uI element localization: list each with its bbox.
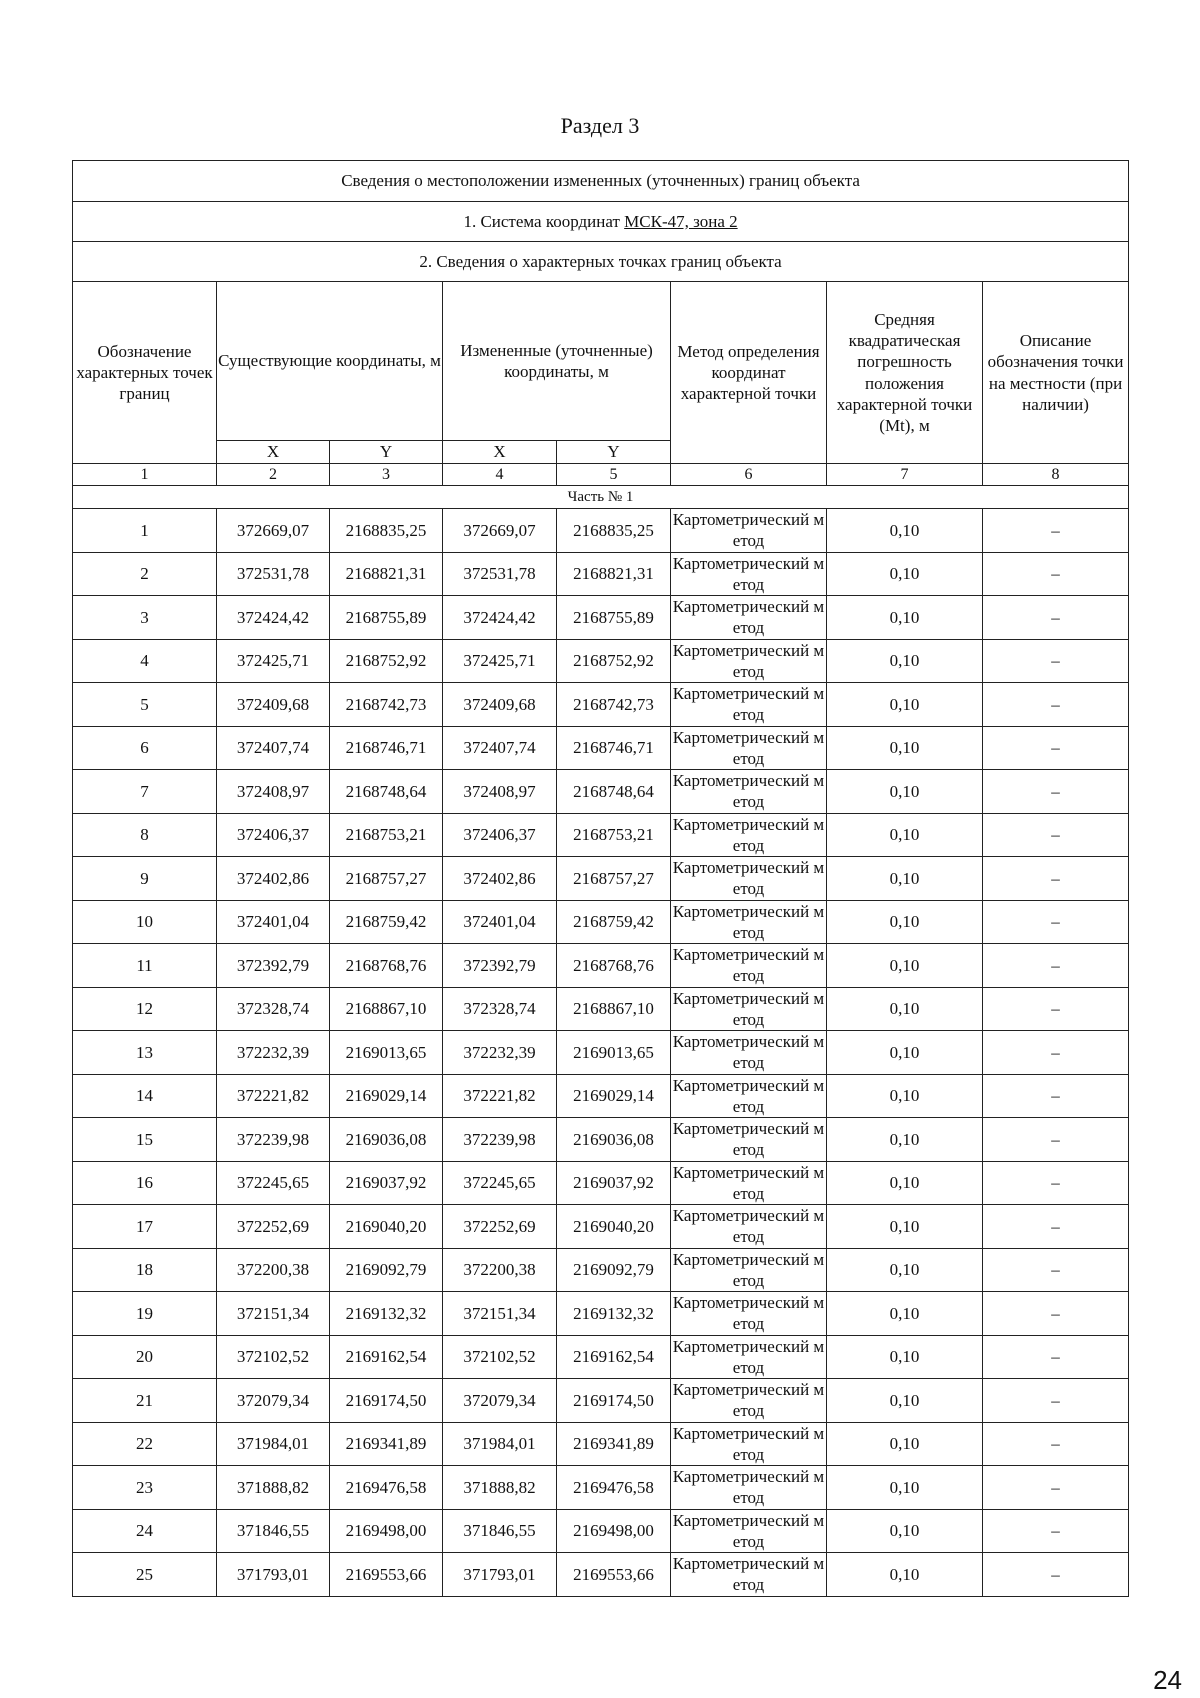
point-number-cell: 24 xyxy=(73,1509,217,1553)
existing-y-cell: 2168757,27 xyxy=(330,857,443,901)
point-number-cell: 8 xyxy=(73,813,217,857)
changed-y-cell: 2168742,73 xyxy=(557,683,671,727)
method-cell: Картометрический метод xyxy=(671,813,827,857)
existing-x-cell: 372239,98 xyxy=(217,1118,330,1162)
changed-x-cell: 372232,39 xyxy=(443,1031,557,1075)
point-number-cell: 25 xyxy=(73,1553,217,1597)
table-row xyxy=(73,509,1129,553)
mean-error-cell: 0,10 xyxy=(827,857,983,901)
coord-system-prefix: 1. Система координат xyxy=(463,211,625,231)
changed-y-cell: 2169013,65 xyxy=(557,1031,671,1075)
description-cell: – xyxy=(983,1248,1129,1292)
description-cell: – xyxy=(983,683,1129,727)
method-cell: Картометрический метод xyxy=(671,1553,827,1597)
mean-error-cell: 0,10 xyxy=(827,1509,983,1553)
table-row xyxy=(73,1074,1129,1118)
description-cell: – xyxy=(983,1205,1129,1249)
description-cell: – xyxy=(983,900,1129,944)
method-cell: Картометрический метод xyxy=(671,1205,827,1249)
mean-error-cell: 0,10 xyxy=(827,987,983,1031)
table-row xyxy=(73,1379,1129,1423)
mean-error-cell: 0,10 xyxy=(827,900,983,944)
table-row xyxy=(73,813,1129,857)
existing-y-cell: 2169036,08 xyxy=(330,1118,443,1162)
existing-x-cell: 371793,01 xyxy=(217,1553,330,1597)
description-cell: – xyxy=(983,1553,1129,1597)
method-cell: Картометрический метод xyxy=(671,900,827,944)
table-row xyxy=(73,1205,1129,1249)
existing-y-cell: 2168748,64 xyxy=(330,770,443,814)
existing-x-cell: 372328,74 xyxy=(217,987,330,1031)
existing-x-cell: 372245,65 xyxy=(217,1161,330,1205)
table-row xyxy=(73,639,1129,683)
table-row xyxy=(73,683,1129,727)
existing-y-cell: 2169553,66 xyxy=(330,1553,443,1597)
description-cell: – xyxy=(983,1031,1129,1075)
mean-error-cell: 0,10 xyxy=(827,1466,983,1510)
method-cell: Картометрический метод xyxy=(671,596,827,640)
changed-y-cell: 2169553,66 xyxy=(557,1553,671,1597)
header-description: Описание обозначения точки на местности (при наличии) xyxy=(983,282,1129,464)
existing-y-cell: 2168755,89 xyxy=(330,596,443,640)
part-label: Часть № 1 xyxy=(73,486,1129,509)
changed-y-cell: 2168759,42 xyxy=(557,900,671,944)
mean-error-cell: 0,10 xyxy=(827,1292,983,1336)
existing-y-cell: 2169174,50 xyxy=(330,1379,443,1423)
method-cell: Картометрический метод xyxy=(671,944,827,988)
mean-error-cell: 0,10 xyxy=(827,1074,983,1118)
mean-error-cell: 0,10 xyxy=(827,552,983,596)
changed-x-cell: 372221,82 xyxy=(443,1074,557,1118)
existing-x-cell: 372669,07 xyxy=(217,509,330,553)
changed-x-cell: 372252,69 xyxy=(443,1205,557,1249)
existing-y-cell: 2169013,65 xyxy=(330,1031,443,1075)
existing-x-cell: 372401,04 xyxy=(217,900,330,944)
description-cell: – xyxy=(983,509,1129,553)
existing-y-cell: 2169029,14 xyxy=(330,1074,443,1118)
point-number-cell: 7 xyxy=(73,770,217,814)
method-cell: Картометрический метод xyxy=(671,1248,827,1292)
method-cell: Картометрический метод xyxy=(671,552,827,596)
description-cell: – xyxy=(983,1161,1129,1205)
existing-y-cell: 2169132,32 xyxy=(330,1292,443,1336)
mean-error-cell: 0,10 xyxy=(827,1161,983,1205)
header-changed-coords: Измененные (уточненные) координаты, м xyxy=(443,282,671,441)
method-cell: Картометрический метод xyxy=(671,857,827,901)
changed-y-cell: 2168867,10 xyxy=(557,987,671,1031)
changed-x-cell: 372406,37 xyxy=(443,813,557,857)
column-number: 7 xyxy=(827,464,983,486)
changed-y-cell: 2168757,27 xyxy=(557,857,671,901)
mean-error-cell: 0,10 xyxy=(827,770,983,814)
mean-error-cell: 0,10 xyxy=(827,813,983,857)
header-point-designation: Обозначение характерных точек границ xyxy=(73,282,217,464)
column-number: 5 xyxy=(557,464,671,486)
changed-x-cell: 372669,07 xyxy=(443,509,557,553)
description-cell: – xyxy=(983,1379,1129,1423)
changed-x-cell: 372402,86 xyxy=(443,857,557,901)
changed-x-cell: 372151,34 xyxy=(443,1292,557,1336)
changed-y-cell: 2169174,50 xyxy=(557,1379,671,1423)
changed-y-cell: 2168835,25 xyxy=(557,509,671,553)
table-row xyxy=(73,596,1129,640)
table-row xyxy=(73,1031,1129,1075)
point-number-cell: 14 xyxy=(73,1074,217,1118)
changed-y-cell: 2168748,64 xyxy=(557,770,671,814)
changed-x-cell: 372408,97 xyxy=(443,770,557,814)
method-cell: Картометрический метод xyxy=(671,987,827,1031)
point-number-cell: 10 xyxy=(73,900,217,944)
existing-x-cell: 372407,74 xyxy=(217,726,330,770)
point-number-cell: 13 xyxy=(73,1031,217,1075)
point-number-cell: 22 xyxy=(73,1422,217,1466)
mean-error-cell: 0,10 xyxy=(827,1205,983,1249)
table-row xyxy=(73,726,1129,770)
changed-x-cell: 372424,42 xyxy=(443,596,557,640)
method-cell: Картометрический метод xyxy=(671,726,827,770)
mean-error-cell: 0,10 xyxy=(827,1118,983,1162)
method-cell: Картометрический метод xyxy=(671,1161,827,1205)
changed-x-cell: 372245,65 xyxy=(443,1161,557,1205)
changed-x-cell: 371888,82 xyxy=(443,1466,557,1510)
existing-y-cell: 2169162,54 xyxy=(330,1335,443,1379)
existing-y-cell: 2168835,25 xyxy=(330,509,443,553)
point-number-cell: 21 xyxy=(73,1379,217,1423)
point-number-cell: 6 xyxy=(73,726,217,770)
changed-x-cell: 372425,71 xyxy=(443,639,557,683)
existing-x-cell: 372102,52 xyxy=(217,1335,330,1379)
method-cell: Картометрический метод xyxy=(671,683,827,727)
table-row xyxy=(73,1292,1129,1336)
page-number: 24 xyxy=(1153,1665,1182,1695)
point-number-cell: 19 xyxy=(73,1292,217,1336)
point-number-cell: 11 xyxy=(73,944,217,988)
existing-x-cell: 372424,42 xyxy=(217,596,330,640)
existing-y-cell: 2168821,31 xyxy=(330,552,443,596)
existing-y-cell: 2169037,92 xyxy=(330,1161,443,1205)
changed-x-cell: 372407,74 xyxy=(443,726,557,770)
point-number-cell: 18 xyxy=(73,1248,217,1292)
points-info-line: 2. Сведения о характерных точках границ объекта xyxy=(73,242,1129,282)
point-number-cell: 5 xyxy=(73,683,217,727)
changed-x-cell: 372239,98 xyxy=(443,1118,557,1162)
description-cell: – xyxy=(983,1466,1129,1510)
existing-x-cell: 372232,39 xyxy=(217,1031,330,1075)
existing-x-cell: 371846,55 xyxy=(217,1509,330,1553)
description-cell: – xyxy=(983,1074,1129,1118)
description-cell: – xyxy=(983,1509,1129,1553)
changed-y-cell: 2168821,31 xyxy=(557,552,671,596)
changed-y-cell: 2168755,89 xyxy=(557,596,671,640)
existing-y-cell: 2168753,21 xyxy=(330,813,443,857)
method-cell: Картометрический метод xyxy=(671,1292,827,1336)
changed-x-cell: 371846,55 xyxy=(443,1509,557,1553)
method-cell: Картометрический метод xyxy=(671,1466,827,1510)
point-number-cell: 3 xyxy=(73,596,217,640)
table-row xyxy=(73,1248,1129,1292)
description-cell: – xyxy=(983,1335,1129,1379)
existing-y-cell: 2169498,00 xyxy=(330,1509,443,1553)
existing-y-cell: 2168746,71 xyxy=(330,726,443,770)
table-row xyxy=(73,987,1129,1031)
mean-error-cell: 0,10 xyxy=(827,1335,983,1379)
point-number-cell: 15 xyxy=(73,1118,217,1162)
description-cell: – xyxy=(983,1422,1129,1466)
mean-error-cell: 0,10 xyxy=(827,683,983,727)
mean-error-cell: 0,10 xyxy=(827,509,983,553)
mean-error-cell: 0,10 xyxy=(827,1553,983,1597)
existing-x-cell: 372079,34 xyxy=(217,1379,330,1423)
description-cell: – xyxy=(983,639,1129,683)
changed-x-cell: 372200,38 xyxy=(443,1248,557,1292)
method-cell: Картометрический метод xyxy=(671,639,827,683)
existing-y-cell: 2169341,89 xyxy=(330,1422,443,1466)
mean-error-cell: 0,10 xyxy=(827,726,983,770)
point-number-cell: 2 xyxy=(73,552,217,596)
mean-error-cell: 0,10 xyxy=(827,1248,983,1292)
changed-y-cell: 2168752,92 xyxy=(557,639,671,683)
changed-x-cell: 372401,04 xyxy=(443,900,557,944)
description-cell: – xyxy=(983,596,1129,640)
existing-y-cell: 2168742,73 xyxy=(330,683,443,727)
header-existing-y: Y xyxy=(330,441,443,464)
existing-x-cell: 372408,97 xyxy=(217,770,330,814)
coord-system-line xyxy=(73,202,1129,242)
changed-x-cell: 372531,78 xyxy=(443,552,557,596)
existing-x-cell: 371984,01 xyxy=(217,1422,330,1466)
changed-y-cell: 2169092,79 xyxy=(557,1248,671,1292)
changed-y-cell: 2169036,08 xyxy=(557,1118,671,1162)
header-method: Метод определения координат характерной точки xyxy=(671,282,827,464)
existing-x-cell: 372200,38 xyxy=(217,1248,330,1292)
existing-x-cell: 372221,82 xyxy=(217,1074,330,1118)
changed-y-cell: 2169341,89 xyxy=(557,1422,671,1466)
existing-x-cell: 372402,86 xyxy=(217,857,330,901)
changed-x-cell: 372392,79 xyxy=(443,944,557,988)
point-number-cell: 16 xyxy=(73,1161,217,1205)
existing-y-cell: 2168759,42 xyxy=(330,900,443,944)
description-cell: – xyxy=(983,1292,1129,1336)
description-cell: – xyxy=(983,857,1129,901)
column-number: 2 xyxy=(217,464,330,486)
table-row xyxy=(73,1422,1129,1466)
changed-x-cell: 371984,01 xyxy=(443,1422,557,1466)
existing-y-cell: 2168867,10 xyxy=(330,987,443,1031)
header-existing-coords: Существующие координаты, м xyxy=(217,282,443,441)
table-row xyxy=(73,900,1129,944)
method-cell: Картометрический метод xyxy=(671,1422,827,1466)
point-number-cell: 1 xyxy=(73,509,217,553)
existing-x-cell: 372151,34 xyxy=(217,1292,330,1336)
description-cell: – xyxy=(983,770,1129,814)
table-row xyxy=(73,1118,1129,1162)
header-mean-error: Средняя квадратическая погрешность положения характерной точки (Mt), м xyxy=(827,282,983,464)
method-cell: Картометрический метод xyxy=(671,1118,827,1162)
method-cell: Картометрический метод xyxy=(671,509,827,553)
table-row xyxy=(73,1509,1129,1553)
method-cell: Картометрический метод xyxy=(671,1335,827,1379)
column-number: 6 xyxy=(671,464,827,486)
changed-y-cell: 2168753,21 xyxy=(557,813,671,857)
table-row xyxy=(73,1466,1129,1510)
table-row xyxy=(73,1335,1129,1379)
changed-y-cell: 2168768,76 xyxy=(557,944,671,988)
method-cell: Картометрический метод xyxy=(671,1509,827,1553)
mean-error-cell: 0,10 xyxy=(827,1422,983,1466)
column-number: 1 xyxy=(73,464,217,486)
existing-x-cell: 372409,68 xyxy=(217,683,330,727)
section-title: Раздел 3 xyxy=(560,113,640,138)
description-cell: – xyxy=(983,1118,1129,1162)
method-cell: Картометрический метод xyxy=(671,770,827,814)
changed-y-cell: 2169498,00 xyxy=(557,1509,671,1553)
header-changed-y: Y xyxy=(557,441,671,464)
changed-x-cell: 372328,74 xyxy=(443,987,557,1031)
changed-y-cell: 2169132,32 xyxy=(557,1292,671,1336)
table-title: Сведения о местоположении измененных (уточненных) границ объекта xyxy=(73,161,1129,202)
description-cell: – xyxy=(983,813,1129,857)
method-cell: Картометрический метод xyxy=(671,1379,827,1423)
changed-x-cell: 371793,01 xyxy=(443,1553,557,1597)
changed-y-cell: 2168746,71 xyxy=(557,726,671,770)
existing-y-cell: 2169092,79 xyxy=(330,1248,443,1292)
existing-x-cell: 372392,79 xyxy=(217,944,330,988)
existing-y-cell: 2169476,58 xyxy=(330,1466,443,1510)
table-row xyxy=(73,552,1129,596)
column-number: 8 xyxy=(983,464,1129,486)
changed-y-cell: 2169162,54 xyxy=(557,1335,671,1379)
column-number: 3 xyxy=(330,464,443,486)
point-number-cell: 17 xyxy=(73,1205,217,1249)
changed-y-cell: 2169476,58 xyxy=(557,1466,671,1510)
mean-error-cell: 0,10 xyxy=(827,1031,983,1075)
method-cell: Картометрический метод xyxy=(671,1031,827,1075)
table-row xyxy=(73,857,1129,901)
mean-error-cell: 0,10 xyxy=(827,1379,983,1423)
changed-x-cell: 372102,52 xyxy=(443,1335,557,1379)
existing-x-cell: 372406,37 xyxy=(217,813,330,857)
description-cell: – xyxy=(983,552,1129,596)
existing-x-cell: 372425,71 xyxy=(217,639,330,683)
table-row xyxy=(73,1161,1129,1205)
method-cell: Картометрический метод xyxy=(671,1074,827,1118)
existing-y-cell: 2168768,76 xyxy=(330,944,443,988)
table-row xyxy=(73,770,1129,814)
existing-x-cell: 372531,78 xyxy=(217,552,330,596)
existing-x-cell: 371888,82 xyxy=(217,1466,330,1510)
header-changed-x: X xyxy=(443,441,557,464)
existing-x-cell: 372252,69 xyxy=(217,1205,330,1249)
existing-y-cell: 2168752,92 xyxy=(330,639,443,683)
changed-y-cell: 2169037,92 xyxy=(557,1161,671,1205)
point-number-cell: 4 xyxy=(73,639,217,683)
changed-y-cell: 2169040,20 xyxy=(557,1205,671,1249)
point-number-cell: 9 xyxy=(73,857,217,901)
point-number-cell: 12 xyxy=(73,987,217,1031)
description-cell: – xyxy=(983,987,1129,1031)
header-existing-x: X xyxy=(217,441,330,464)
column-number: 4 xyxy=(443,464,557,486)
changed-x-cell: 372409,68 xyxy=(443,683,557,727)
table-row xyxy=(73,944,1129,988)
changed-y-cell: 2169029,14 xyxy=(557,1074,671,1118)
coord-system-value: МСК-47, зона 2 xyxy=(624,211,738,231)
mean-error-cell: 0,10 xyxy=(827,639,983,683)
existing-y-cell: 2169040,20 xyxy=(330,1205,443,1249)
point-number-cell: 20 xyxy=(73,1335,217,1379)
mean-error-cell: 0,10 xyxy=(827,944,983,988)
changed-x-cell: 372079,34 xyxy=(443,1379,557,1423)
description-cell: – xyxy=(983,726,1129,770)
mean-error-cell: 0,10 xyxy=(827,596,983,640)
boundary-points-table xyxy=(72,160,1129,1597)
description-cell: – xyxy=(983,944,1129,988)
table-row xyxy=(73,1553,1129,1597)
point-number-cell: 23 xyxy=(73,1466,217,1510)
